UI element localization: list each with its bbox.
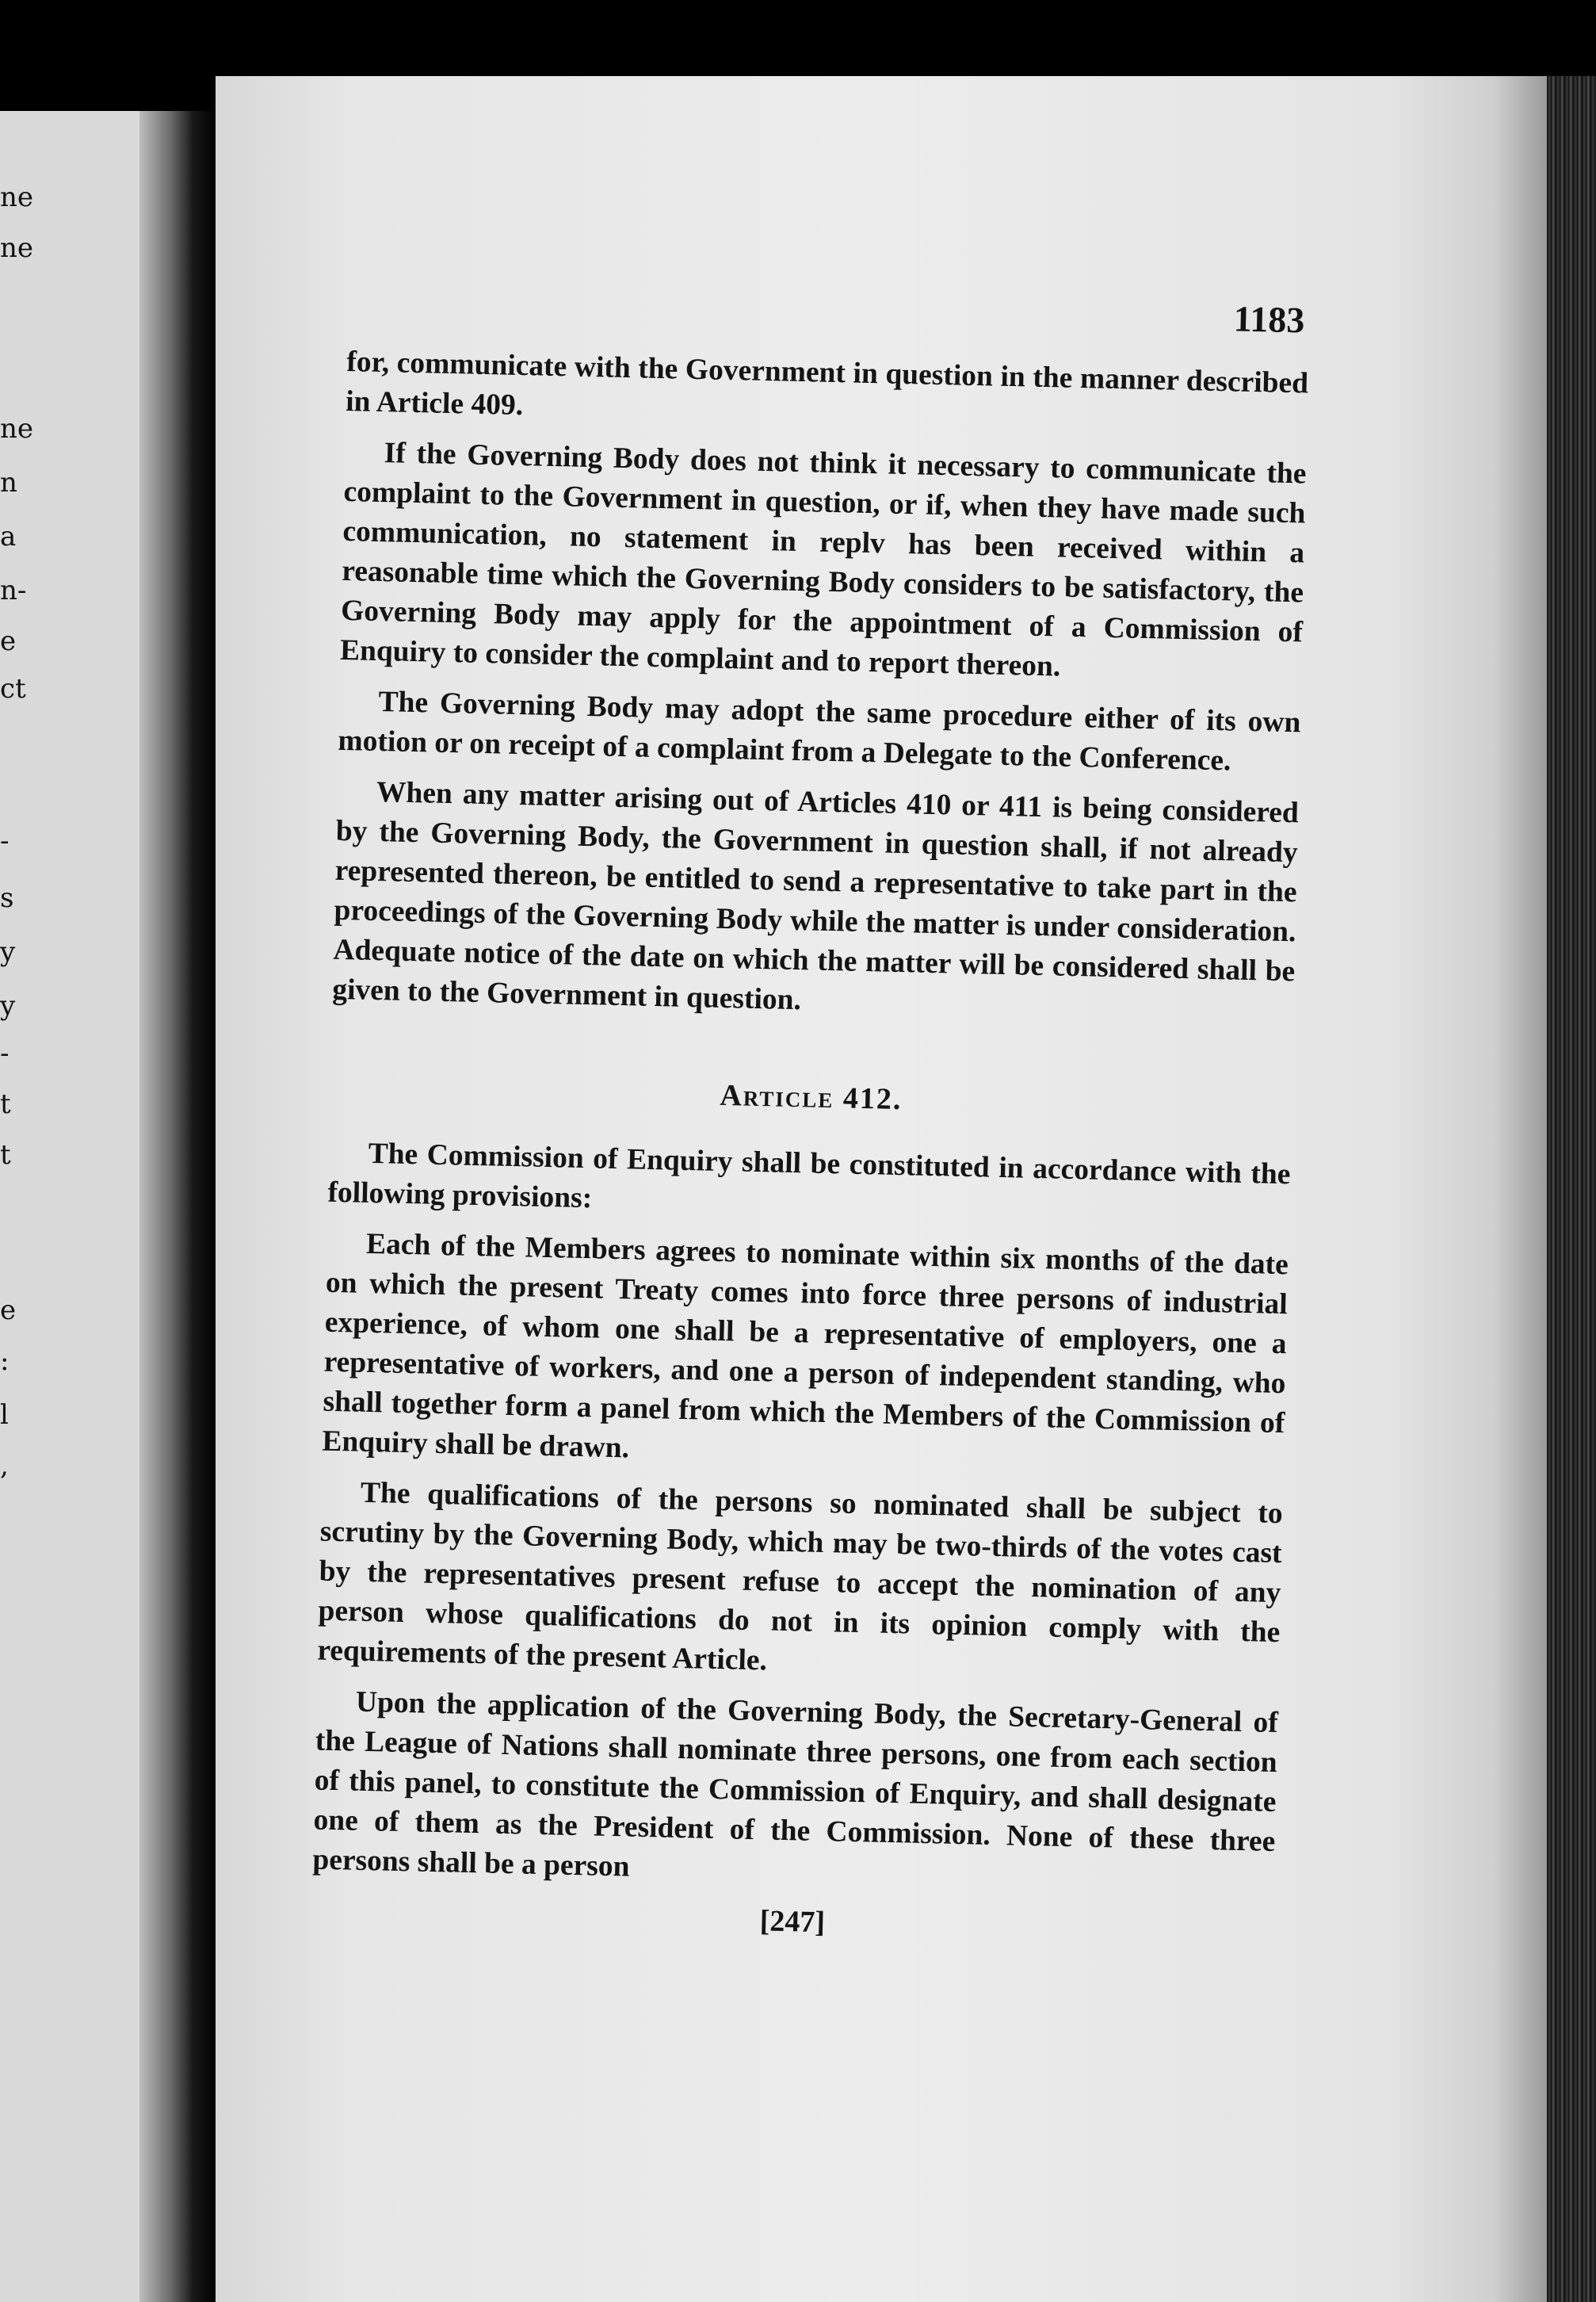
margin-fragment: : bbox=[0, 1345, 10, 1377]
paragraph: The Governing Body may adopt the same procedure either of its own motion or on receipt of a complaint from a Delegate to the Conference. bbox=[338, 685, 1301, 778]
page-number: 1183 bbox=[1233, 298, 1305, 341]
margin-fragment: l bbox=[0, 1399, 9, 1431]
paragraph: When any matter arising out of Articles 410 or 411 is being considered by the Governing Body, the Government in question shall, if not already represented thereon, be entitled to send a representative to take part in the proceedings of the Governing Body while the matter is under consideration. Adequate notice of the date on which the matter will be considered shall be given to the Government in question. bbox=[331, 775, 1300, 1017]
paragraph: Each of the Members agrees to nominate within six months of the date on which the present Treaty comes into force three persons of industrial experience, of whom one shall be a representative of employers, one a representative of workers, and one a person of independent standing, who shall together form a panel from which the Members of the Commission of Enquiry shall be drawn. bbox=[321, 1227, 1289, 1465]
folio-number: [247] bbox=[759, 1904, 826, 1940]
margin-fragment: n bbox=[0, 467, 17, 499]
margin-fragment: t bbox=[0, 1139, 11, 1171]
book-gutter bbox=[139, 111, 216, 2302]
paragraph: for, communicate with the Government in question in the manner described in Article 409. bbox=[345, 345, 1309, 423]
page-body bbox=[311, 342, 1308, 1952]
left-page-margin-fragments bbox=[0, 111, 32, 2302]
margin-fragment: n- bbox=[0, 575, 27, 606]
article-heading: Article 412. bbox=[719, 1078, 903, 1117]
margin-fragment: ne bbox=[0, 413, 34, 445]
margin-fragment: ne bbox=[0, 232, 34, 264]
margin-fragment: - bbox=[0, 1038, 10, 1069]
page-edge-stack bbox=[1547, 76, 1596, 2302]
margin-fragment: e bbox=[0, 1294, 17, 1326]
margin-fragment: y bbox=[0, 990, 16, 1022]
margin-fragment: , bbox=[0, 1450, 9, 1482]
margin-fragment: e bbox=[0, 625, 17, 657]
paragraph: The qualifications of the persons so nominated shall be subject to scrutiny by the Governing Body, which may be two-thirds of the votes cast by the representatives present refuse to accept the nomination of any person whose qualifications do not in its opinion comply with the requirements of the present Article. bbox=[317, 1476, 1284, 1677]
margin-fragment: a bbox=[0, 521, 17, 553]
paragraph: If the Governing Body does not think it necessary to communicate the complaint to the Government in question, or if, when they have made such communication, no statement in replv has been received within a reasonable time which the Governing Body considers to be satisfactory, the Governing Body may apply for the appointment of a Commission of Enquiry to consider the complaint and to report thereon. bbox=[339, 437, 1307, 683]
margin-fragment: ct bbox=[0, 673, 26, 705]
margin-fragment: - bbox=[0, 825, 10, 857]
margin-fragment: ne bbox=[0, 182, 34, 213]
paragraph: The Commission of Enquiry shall be constituted in accordance with the following provisions: bbox=[327, 1137, 1291, 1215]
margin-fragment: s bbox=[0, 882, 14, 914]
margin-fragment: t bbox=[0, 1088, 11, 1120]
paragraph: Upon the application of the Governing Body, the Secretary-General of the League of Nations shall nominate three persons, one from each section of this panel, to constitute the Commission of Enquiry, and shall designate one of them as the President of the Commission. None of these three persons shall be a person bbox=[312, 1685, 1279, 1883]
margin-fragment: y bbox=[0, 936, 16, 968]
